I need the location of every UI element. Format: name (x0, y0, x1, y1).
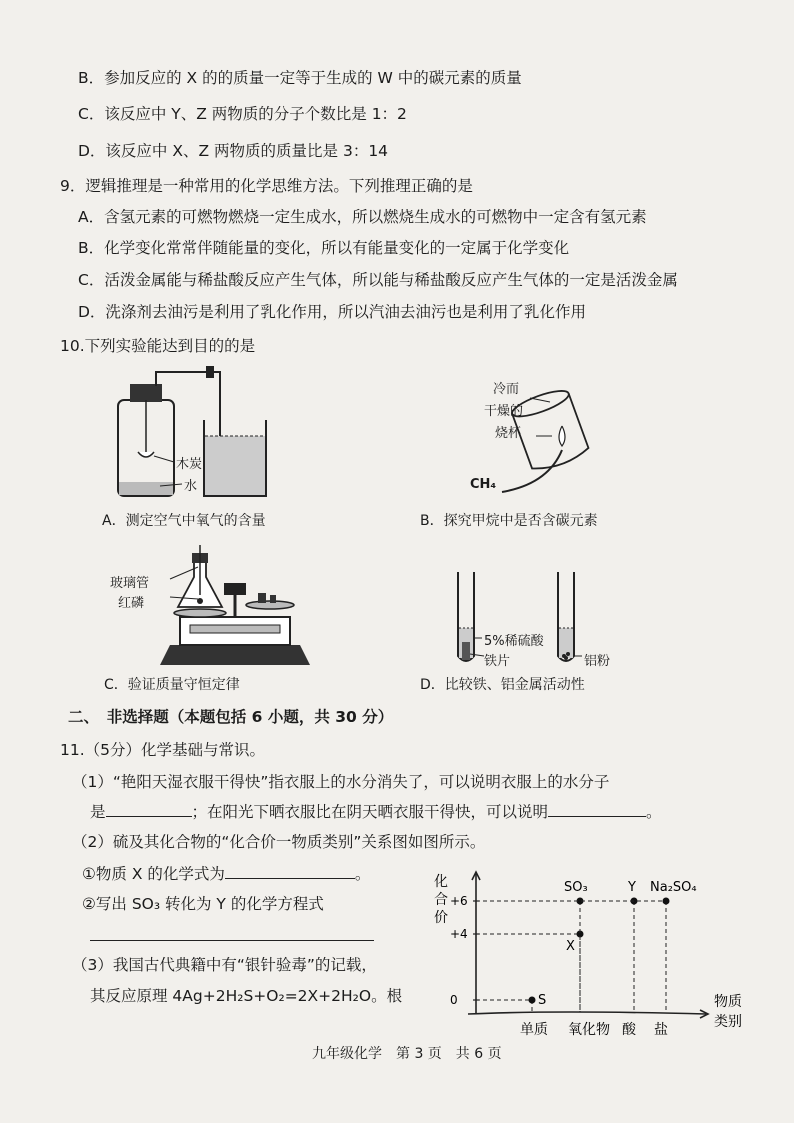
y-tick-label: +6 (450, 894, 468, 908)
q9-option-b: B．化学变化常常伴随能量的变化，所以有能量变化的一定属于化学变化 (78, 239, 570, 257)
q11-part2-a-text: ①物质 X 的化学式为 (82, 865, 225, 883)
data-point-label: SO₃ (564, 880, 588, 895)
fig-a-label-charcoal: 木炭 (176, 457, 203, 472)
fig-c-label-p: 红磷 (118, 596, 145, 611)
fig-b-label-ch4: CH₄ (470, 477, 497, 492)
figure-a-apparatus (100, 364, 300, 504)
figure-d-apparatus (450, 570, 590, 670)
fig-b-label-cold: 冷而 (493, 382, 520, 397)
q11-part2-a (82, 864, 370, 884)
fig-b-label-beaker: 烧杯 (495, 426, 522, 441)
fig-a-label-water: 水 (184, 479, 198, 494)
q9-option-c: C．活泼金属能与稀盐酸反应产生气体，所以能与稀盐酸反应产生气体的一定是活泼金属 (78, 271, 678, 289)
y-axis-label-char: 化 (434, 874, 448, 890)
q11-part1-middle: ；在阳光下晒衣服比在阴天晒衣服干得快，可以说明 (191, 803, 549, 821)
y-axis-label-char: 合 (434, 892, 448, 908)
answer-blank-3[interactable] (225, 864, 355, 879)
q11-part2-b: ②写出 SO₃ 转化为 Y 的化学方程式 (82, 895, 324, 913)
q9-option-d: D．洗涤剂去油污是利用了乳化作用，所以汽油去油污也是利用了乳化作用 (78, 303, 586, 321)
data-point-Na₂SO₄ (663, 898, 670, 905)
q11-part2-line1: （2）硫及其化合物的“化合价一物质类别”关系图如图所示。 (72, 833, 486, 851)
q9-option-a: A．含氢元素的可燃物燃烧一定生成水，所以燃烧生成水的可燃物中一定含有氢元素 (78, 208, 647, 226)
fig-d-label-al: 铝粉 (584, 654, 611, 669)
q8-option-c: C．该反应中 Y、Z 两物质的分子个数比是 1：2 (78, 105, 407, 123)
fig-a-caption: A．测定空气中氧气的含量 (102, 513, 266, 529)
x-axis-label-line2: 类别 (714, 1014, 742, 1030)
data-point-label: Y (628, 880, 636, 895)
figure-c-apparatus (150, 545, 320, 671)
fig-c-caption: C．验证质量守恒定律 (104, 677, 240, 693)
x-axis-label-line1: 物质 (714, 994, 742, 1010)
q11-stem: 11.（5分）化学基础与常识。 (60, 741, 266, 759)
answer-blank-1[interactable] (106, 802, 192, 817)
q8-option-d: D．该反应中 X、Z 两物质的质量比是 3：14 (78, 142, 389, 160)
y-axis-label-char: 价 (434, 910, 448, 926)
q11-part3-line2: 其反应原理 4Ag+2H₂S+O₂=2X+2H₂O。根 (90, 987, 403, 1005)
valence-chart (420, 870, 742, 1038)
q10-stem: 10.下列实验能达到目的的是 (60, 337, 256, 355)
q11-part2-a-end: 。 (354, 865, 371, 883)
q11-part1-line1: （1）“艳阳天湿衣服干得快”指衣服上的水分消失了，可以说明衣服上的水分子 (72, 773, 610, 791)
answer-blank-4[interactable] (90, 926, 374, 941)
fig-d-label-fe: 铁片 (484, 654, 511, 669)
data-point-label: S (538, 993, 547, 1008)
q11-part1-prefix: 是 (90, 803, 106, 821)
fig-d-caption: D．比较铁、铝金属活动性 (420, 677, 585, 693)
fig-b-caption: B．探究甲烷中是否含碳元素 (420, 513, 598, 529)
data-point-label: X (566, 939, 575, 954)
y-tick-label: 0 (450, 993, 458, 1007)
q11-part1-end: 。 (646, 803, 662, 821)
x-category-label: 酸 (622, 1022, 636, 1038)
x-category-label: 氧化物 (568, 1022, 610, 1038)
q11-part3-line1: （3）我国古代典籍中有“银针验毒”的记载， (72, 956, 377, 974)
section-2-title: 二、 非选择题（本题包括 6 小题，共 30 分） (68, 708, 394, 726)
fig-b-label-dry: 干燥的 (484, 404, 524, 419)
fig-c-label-tube: 玻璃管 (110, 576, 150, 591)
data-point-S (529, 997, 536, 1004)
x-category-label: 单质 (520, 1022, 548, 1038)
q11-part1-line2 (90, 802, 662, 822)
y-tick-label: +4 (450, 927, 468, 941)
data-point-label: Na₂SO₄ (650, 880, 697, 895)
q9-stem: 9．逻辑推理是一种常用的化学思维方法。下列推理正确的是 (60, 177, 473, 195)
x-axis (468, 1012, 706, 1014)
x-category-label: 盐 (654, 1022, 668, 1038)
q8-option-b: B．参加反应的 X 的的质量一定等于生成的 W 中的碳元素的质量 (78, 69, 522, 87)
page-footer: 九年级化学 第 3 页 共 6 页 (312, 1046, 502, 1062)
fig-d-label-acid: 5%稀硫酸 (484, 634, 544, 649)
answer-blank-2[interactable] (548, 802, 646, 817)
